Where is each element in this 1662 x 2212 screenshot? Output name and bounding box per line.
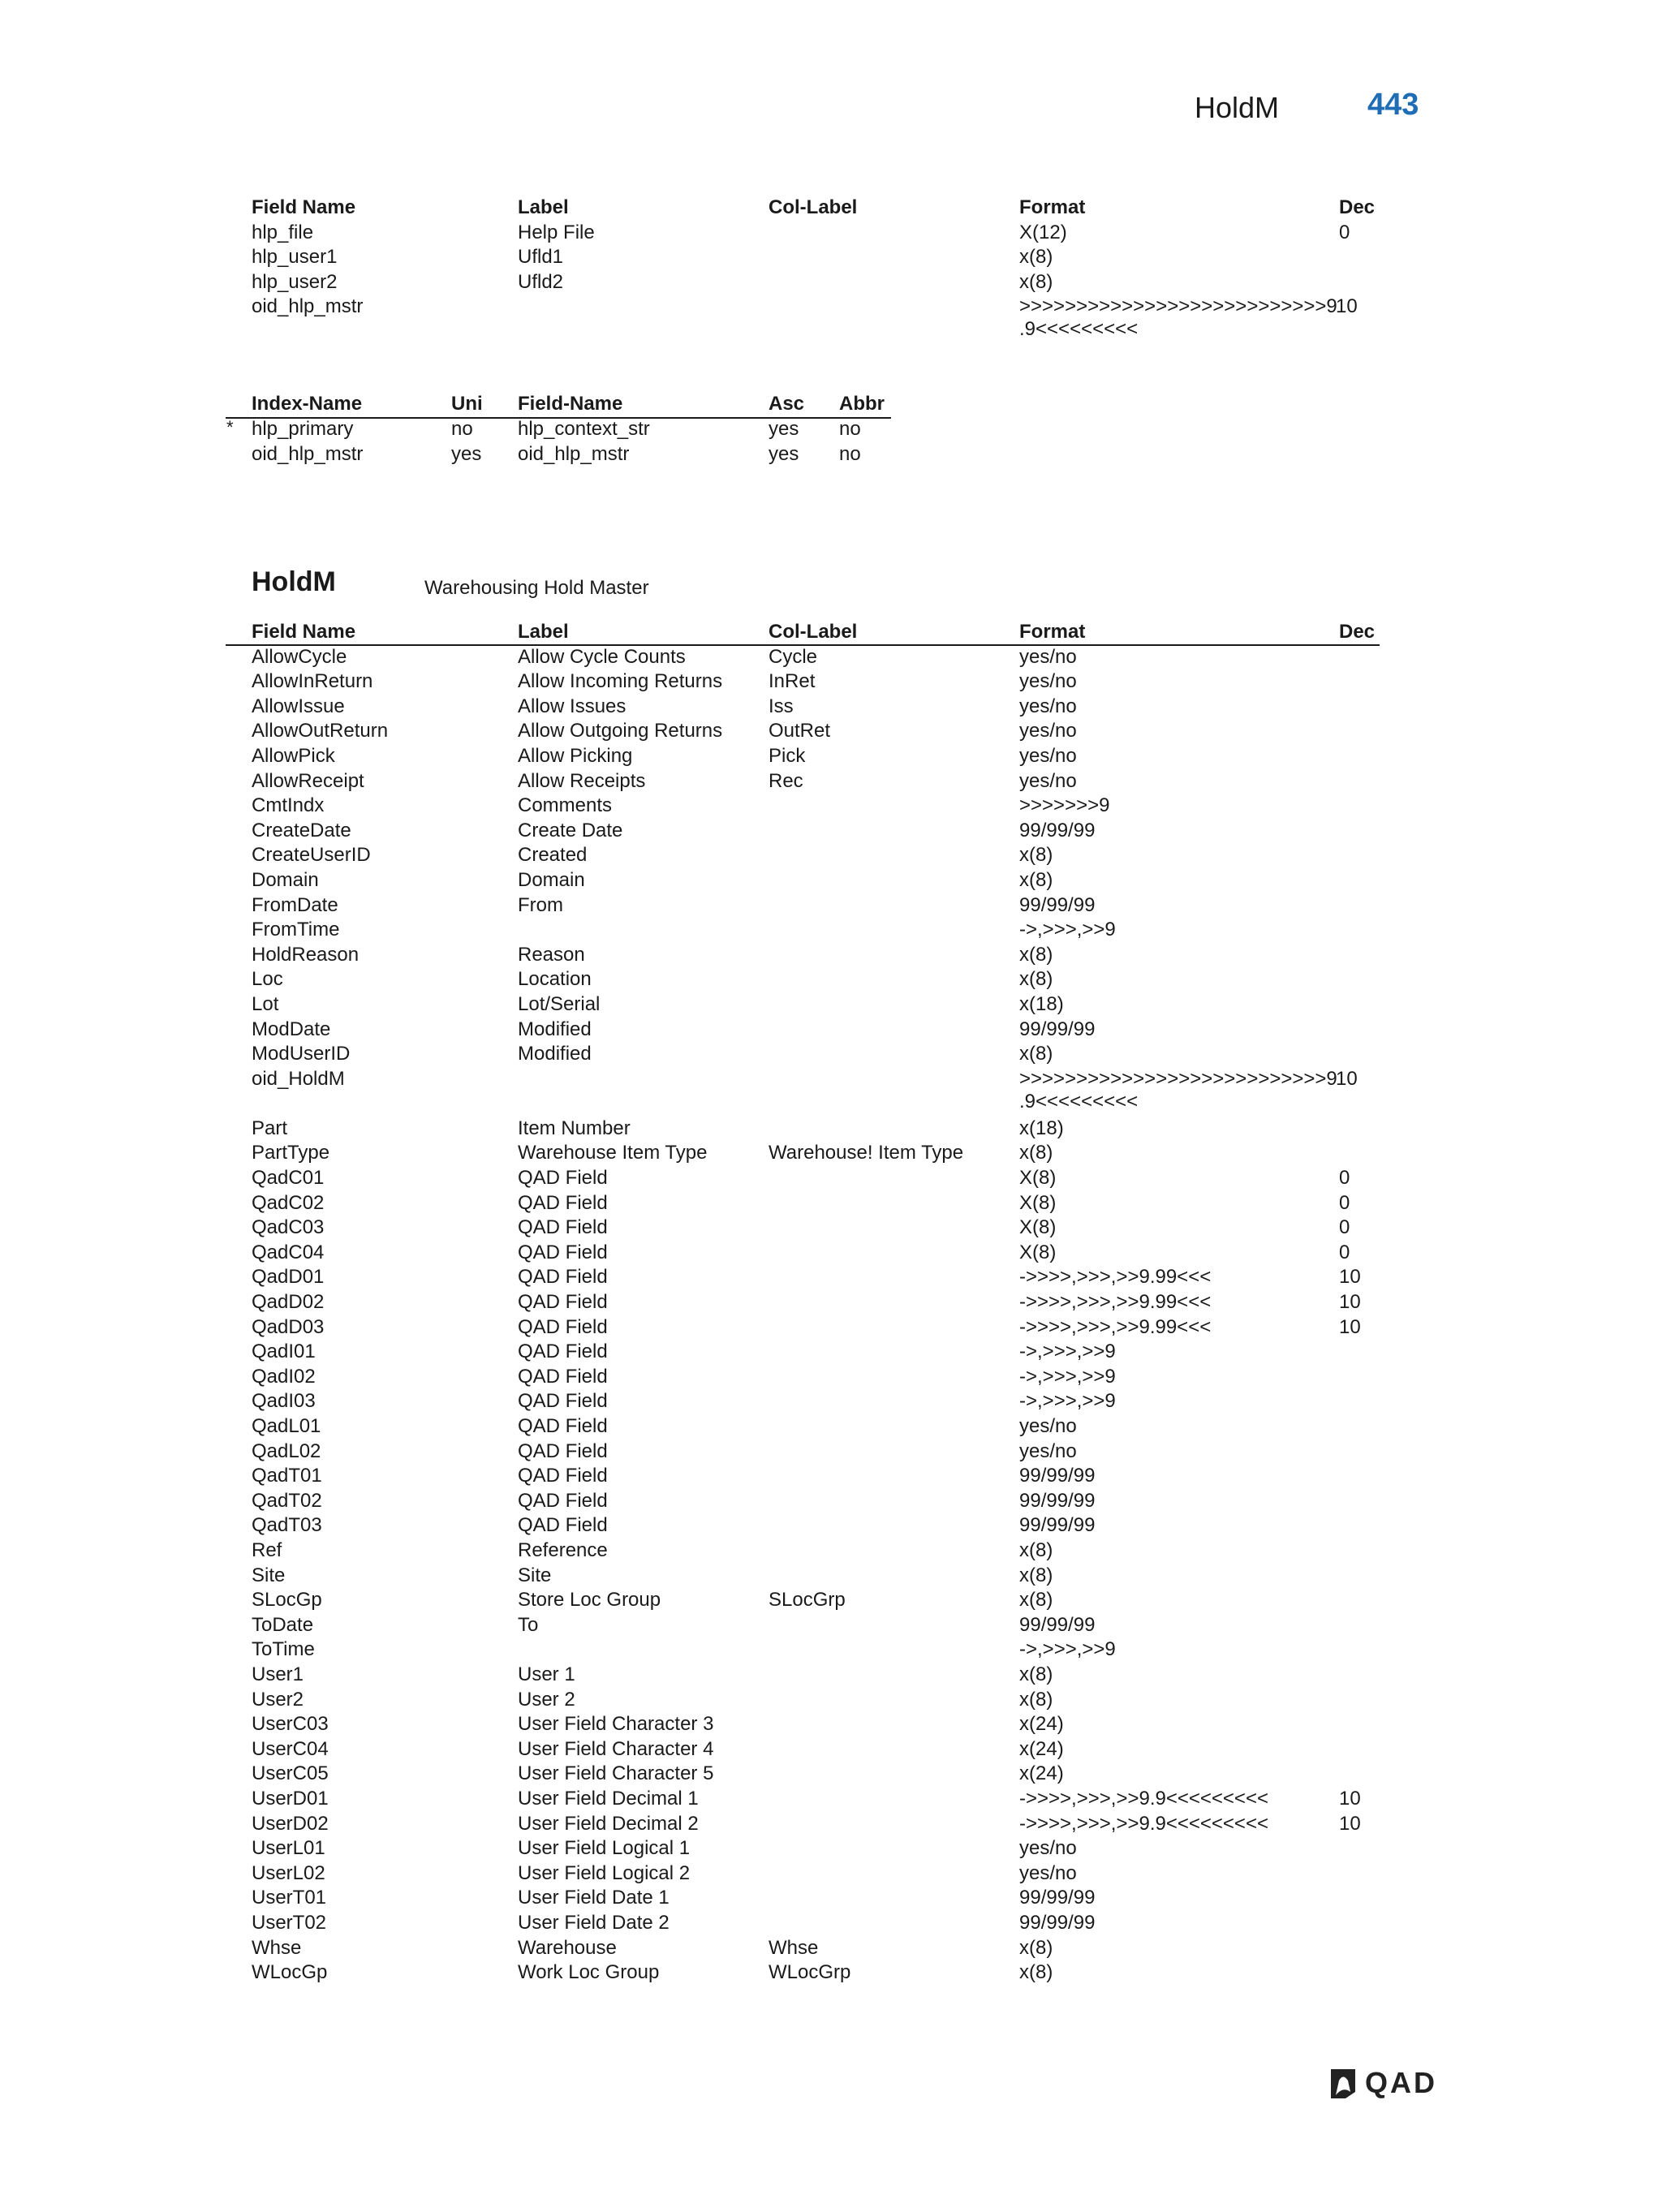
field-name-cell: Loc xyxy=(252,968,283,991)
field-name-cell: HoldReason xyxy=(252,943,360,966)
label-cell: Modified xyxy=(518,1018,592,1040)
label-cell: User Field Logical 1 xyxy=(518,1837,691,1860)
label-cell: Domain xyxy=(518,868,585,891)
field-name-cell: ModDate xyxy=(252,1018,331,1040)
field-name-cell: oid_hlp_mstr xyxy=(518,442,630,465)
field-name-cell: QadD01 xyxy=(252,1266,325,1289)
label-cell: QAD Field xyxy=(518,1241,608,1263)
col-label-cell: Pick xyxy=(769,744,806,767)
format-cell: ->,>>>,>>9 xyxy=(1019,1638,1116,1661)
format-cell: x(8) xyxy=(1019,246,1053,269)
format-cell: x(8) xyxy=(1019,1589,1053,1612)
format-cell: ->>>>,>>>,>>9.99<<< xyxy=(1019,1315,1212,1338)
asc-cell: yes xyxy=(769,442,799,465)
format-cell: yes/no xyxy=(1019,720,1077,742)
column-header-abbr: Abbr xyxy=(839,393,885,415)
section-title: HoldM xyxy=(252,566,336,597)
format-cell: 99/99/99 xyxy=(1019,893,1096,916)
format-cell: 99/99/99 xyxy=(1019,1514,1096,1537)
label-cell: QAD Field xyxy=(518,1390,608,1413)
label-cell: Ufld2 xyxy=(518,270,564,293)
field-name-cell: ModUserID xyxy=(252,1043,351,1065)
format-cell: x(8) xyxy=(1019,1936,1053,1959)
field-name-cell: CmtIndx xyxy=(252,794,325,817)
format-cell: x(24) xyxy=(1019,1762,1064,1785)
field-name-cell: CreateDate xyxy=(252,819,351,841)
col-label-cell: SLocGrp xyxy=(769,1589,846,1612)
label-cell: Help File xyxy=(518,221,595,243)
column-header-label: Label xyxy=(518,196,569,218)
field-name-cell: QadD02 xyxy=(252,1290,325,1313)
field-name-cell: AllowReceipt xyxy=(252,769,364,792)
dec-cell: 10 xyxy=(1339,1290,1361,1313)
asc-cell: yes xyxy=(769,418,799,440)
column-header-field-name: Field Name xyxy=(252,621,356,643)
column-header-asc: Asc xyxy=(769,393,805,415)
format-cell: ->>>>,>>>,>>9.9<<<<<<<<< xyxy=(1019,1787,1268,1810)
format-cell: x(8) xyxy=(1019,1539,1053,1561)
label-cell: Location xyxy=(518,968,592,991)
field-name-cell: User2 xyxy=(252,1688,304,1711)
col-label-cell: Cycle xyxy=(769,645,818,668)
field-name-cell: Whse xyxy=(252,1936,302,1959)
label-cell: QAD Field xyxy=(518,1315,608,1338)
abbr-cell: no xyxy=(839,442,861,465)
field-name-cell: QadL02 xyxy=(252,1440,321,1462)
field-name-cell: AllowCycle xyxy=(252,645,347,668)
abbr-cell: no xyxy=(839,418,861,440)
field-name-cell: UserT02 xyxy=(252,1911,327,1934)
format-cell: yes/no xyxy=(1019,1861,1077,1884)
col-label-cell: Whse xyxy=(769,1936,819,1959)
label-cell: QAD Field xyxy=(518,1266,608,1289)
field-name-cell: AllowInReturn xyxy=(252,670,373,693)
label-cell: QAD Field xyxy=(518,1290,608,1313)
format-cell: yes/no xyxy=(1019,744,1077,767)
label-cell: To xyxy=(518,1613,539,1636)
section-subtitle: Warehousing Hold Master xyxy=(424,577,649,599)
field-name-cell: hlp_file xyxy=(252,221,314,243)
format-cell: ->>>>,>>>,>>9.99<<< xyxy=(1019,1290,1212,1313)
uni-cell: yes xyxy=(451,442,482,465)
field-name-cell: QadC02 xyxy=(252,1191,325,1214)
label-cell: Allow Issues xyxy=(518,695,626,717)
field-name-cell: CreateUserID xyxy=(252,844,371,867)
format-cell: ->>>>,>>>,>>9.99<<< xyxy=(1019,1266,1212,1289)
index-name-cell: hlp_primary xyxy=(252,418,354,440)
label-cell: Comments xyxy=(518,794,613,817)
column-header-col-label: Col-Label xyxy=(769,196,858,218)
label-cell: QAD Field xyxy=(518,1341,608,1363)
format-cell: x(18) xyxy=(1019,992,1064,1015)
format-cell: 99/99/99 xyxy=(1019,1887,1096,1909)
format-cell: x(8) xyxy=(1019,868,1053,891)
format-cell: x(8) xyxy=(1019,1142,1053,1164)
label-cell: From xyxy=(518,893,563,916)
format-cell: X(8) xyxy=(1019,1191,1057,1214)
running-header-title: HoldM xyxy=(1194,91,1279,124)
label-cell: Allow Incoming Returns xyxy=(518,670,723,693)
column-header-uni: Uni xyxy=(451,393,483,415)
field-name-cell: QadI01 xyxy=(252,1341,316,1363)
format-cell: x(8) xyxy=(1019,968,1053,991)
format-cell: x(8) xyxy=(1019,1663,1053,1685)
label-cell: Reference xyxy=(518,1539,608,1561)
field-name-cell: QadC03 xyxy=(252,1216,325,1239)
field-name-cell: User1 xyxy=(252,1663,304,1685)
format-cell: x(24) xyxy=(1019,1737,1064,1760)
field-name-cell: PartType xyxy=(252,1142,330,1164)
field-name-cell: UserL02 xyxy=(252,1861,325,1884)
label-cell: Reason xyxy=(518,943,585,966)
column-header-field-name: Field-Name xyxy=(518,393,623,415)
dec-cell: 10 xyxy=(1339,1787,1361,1810)
col-label-cell: InRet xyxy=(769,670,816,693)
field-name-cell: AllowOutReturn xyxy=(252,720,389,742)
label-cell: QAD Field xyxy=(518,1365,608,1388)
format-cell: x(8) xyxy=(1019,943,1053,966)
format-cell: ->,>>>,>>9 xyxy=(1019,1390,1116,1413)
field-name-cell: SLocGp xyxy=(252,1589,322,1612)
field-name-cell: QadT02 xyxy=(252,1489,322,1512)
field-name-cell: FromDate xyxy=(252,893,338,916)
format-cell: 99/99/99 xyxy=(1019,1465,1096,1487)
label-cell: User Field Character 3 xyxy=(518,1713,714,1736)
label-cell: QAD Field xyxy=(518,1216,608,1239)
label-cell: QAD Field xyxy=(518,1514,608,1537)
uni-cell: no xyxy=(451,418,473,440)
format-cell: >>>>>>>9 xyxy=(1019,794,1110,817)
label-cell: User Field Decimal 1 xyxy=(518,1787,699,1810)
field-name-cell: oid_hlp_mstr xyxy=(252,295,364,318)
field-name-cell: ToTime xyxy=(252,1638,315,1661)
label-cell: QAD Field xyxy=(518,1166,608,1189)
col-label-cell: Iss xyxy=(769,695,794,717)
page-number: 443 xyxy=(1367,88,1419,122)
field-name-cell: Part xyxy=(252,1117,288,1139)
dec-cell: 10 xyxy=(1339,1315,1361,1338)
format-cell: yes/no xyxy=(1019,1837,1077,1860)
field-name-cell: UserD02 xyxy=(252,1812,329,1835)
label-cell: QAD Field xyxy=(518,1489,608,1512)
field-name-cell: AllowIssue xyxy=(252,695,345,717)
col-label-cell: Rec xyxy=(769,769,803,792)
format-cell: ->,>>>,>>9 xyxy=(1019,919,1116,941)
format-cell: X(12) xyxy=(1019,221,1067,243)
field-name-cell: Ref xyxy=(252,1539,282,1561)
dec-cell: 10 xyxy=(1339,1266,1361,1289)
format-continuation: .9<<<<<<<<< xyxy=(1019,318,1139,341)
col-label-cell: WLocGrp xyxy=(769,1961,851,1984)
format-cell: x(8) xyxy=(1019,1564,1053,1586)
format-cell: 99/99/99 xyxy=(1019,1613,1096,1636)
dec-cell: 0 xyxy=(1339,1166,1350,1189)
dec-cell: 10 xyxy=(1336,1067,1358,1090)
format-cell: x(8) xyxy=(1019,270,1053,293)
label-cell: QAD Field xyxy=(518,1440,608,1462)
field-name-cell: hlp_user1 xyxy=(252,246,338,269)
label-cell: Store Loc Group xyxy=(518,1589,661,1612)
field-name-cell: QadT03 xyxy=(252,1514,322,1537)
field-name-cell: UserL01 xyxy=(252,1837,325,1860)
field-name-cell: hlp_context_str xyxy=(518,418,650,440)
field-name-cell: UserD01 xyxy=(252,1787,329,1810)
format-cell: yes/no xyxy=(1019,1414,1077,1437)
format-cell: yes/no xyxy=(1019,769,1077,792)
field-name-cell: QadC04 xyxy=(252,1241,325,1263)
field-name-cell: QadL01 xyxy=(252,1414,321,1437)
column-header-col-label: Col-Label xyxy=(769,621,858,643)
field-name-cell: ToDate xyxy=(252,1613,314,1636)
field-name-cell: UserC05 xyxy=(252,1762,329,1785)
field-name-cell: Site xyxy=(252,1564,286,1586)
format-cell: ->>>>,>>>,>>9.9<<<<<<<<< xyxy=(1019,1812,1268,1835)
format-cell: X(8) xyxy=(1019,1241,1057,1263)
format-cell: yes/no xyxy=(1019,670,1077,693)
qad-logo xyxy=(1328,2068,1459,2100)
label-cell: Allow Cycle Counts xyxy=(518,645,686,668)
field-name-cell: UserC03 xyxy=(252,1713,329,1736)
format-cell: yes/no xyxy=(1019,695,1077,717)
label-cell: User Field Character 5 xyxy=(518,1762,714,1785)
label-cell: Allow Picking xyxy=(518,744,633,767)
label-cell: User Field Date 2 xyxy=(518,1911,670,1934)
format-cell: x(24) xyxy=(1019,1713,1064,1736)
label-cell: Created xyxy=(518,844,588,867)
label-cell: QAD Field xyxy=(518,1191,608,1214)
label-cell: Lot/Serial xyxy=(518,992,601,1015)
format-cell: >>>>>>>>>>>>>>>>>>>>>>>>>>>9 xyxy=(1019,295,1337,318)
label-cell: Warehouse Item Type xyxy=(518,1142,708,1164)
format-cell: X(8) xyxy=(1019,1216,1057,1239)
format-cell: ->,>>>,>>9 xyxy=(1019,1341,1116,1363)
column-header-index-name: Index-Name xyxy=(252,393,363,415)
dec-cell: 10 xyxy=(1339,1812,1361,1835)
label-cell: QAD Field xyxy=(518,1465,608,1487)
label-cell: Modified xyxy=(518,1043,592,1065)
field-name-cell: FromTime xyxy=(252,919,340,941)
field-name-cell: QadT01 xyxy=(252,1465,322,1487)
col-label-cell: Warehouse! Item Type xyxy=(769,1142,964,1164)
qad-logo-icon xyxy=(1328,2068,1358,2100)
label-cell: QAD Field xyxy=(518,1414,608,1437)
format-continuation: .9<<<<<<<<< xyxy=(1019,1090,1139,1112)
format-cell: yes/no xyxy=(1019,1440,1077,1462)
format-cell: yes/no xyxy=(1019,645,1077,668)
dec-cell: 0 xyxy=(1339,1191,1350,1214)
column-header-field-name: Field Name xyxy=(252,196,356,218)
column-header-format: Format xyxy=(1019,621,1086,643)
format-cell: x(8) xyxy=(1019,1961,1053,1984)
label-cell: Site xyxy=(518,1564,552,1586)
dec-cell: 0 xyxy=(1339,221,1350,243)
label-cell: Work Loc Group xyxy=(518,1961,660,1984)
column-header-dec: Dec xyxy=(1339,196,1376,218)
column-header-format: Format xyxy=(1019,196,1086,218)
field-name-cell: QadI02 xyxy=(252,1365,316,1388)
field-name-cell: hlp_user2 xyxy=(252,270,338,293)
qad-logo-text: QAD xyxy=(1365,2066,1437,2099)
format-cell: x(8) xyxy=(1019,1043,1053,1065)
format-cell: >>>>>>>>>>>>>>>>>>>>>>>>>>>9 xyxy=(1019,1067,1337,1090)
dec-cell: 10 xyxy=(1336,295,1358,318)
format-cell: ->,>>>,>>9 xyxy=(1019,1365,1116,1388)
field-name-cell: UserT01 xyxy=(252,1887,327,1909)
column-header-label: Label xyxy=(518,621,569,643)
label-cell: User Field Decimal 2 xyxy=(518,1812,699,1835)
field-name-cell: UserC04 xyxy=(252,1737,329,1760)
label-cell: Ufld1 xyxy=(518,246,564,269)
dec-cell: 0 xyxy=(1339,1241,1350,1263)
format-cell: X(8) xyxy=(1019,1166,1057,1189)
format-cell: 99/99/99 xyxy=(1019,819,1096,841)
label-cell: Warehouse xyxy=(518,1936,617,1959)
label-cell: Item Number xyxy=(518,1117,631,1139)
format-cell: x(8) xyxy=(1019,844,1053,867)
field-name-cell: QadD03 xyxy=(252,1315,325,1338)
format-cell: 99/99/99 xyxy=(1019,1018,1096,1040)
label-cell: User 1 xyxy=(518,1663,575,1685)
dec-cell: 0 xyxy=(1339,1216,1350,1239)
field-name-cell: QadC01 xyxy=(252,1166,325,1189)
label-cell: Create Date xyxy=(518,819,623,841)
format-cell: 99/99/99 xyxy=(1019,1489,1096,1512)
field-name-cell: AllowPick xyxy=(252,744,335,767)
field-name-cell: oid_HoldM xyxy=(252,1067,345,1090)
format-cell: x(8) xyxy=(1019,1688,1053,1711)
label-cell: User Field Logical 2 xyxy=(518,1861,691,1884)
label-cell: User Field Character 4 xyxy=(518,1737,714,1760)
column-header-dec: Dec xyxy=(1339,621,1376,643)
label-cell: User Field Date 1 xyxy=(518,1887,670,1909)
field-name-cell: QadI03 xyxy=(252,1390,316,1413)
label-cell: User 2 xyxy=(518,1688,575,1711)
primary-index-marker: * xyxy=(226,417,234,437)
field-name-cell: Lot xyxy=(252,992,279,1015)
label-cell: Allow Receipts xyxy=(518,769,646,792)
field-name-cell: Domain xyxy=(252,868,319,891)
format-cell: 99/99/99 xyxy=(1019,1911,1096,1934)
format-cell: x(18) xyxy=(1019,1117,1064,1139)
col-label-cell: OutRet xyxy=(769,720,831,742)
field-name-cell: WLocGp xyxy=(252,1961,328,1984)
index-name-cell: oid_hlp_mstr xyxy=(252,442,364,465)
label-cell: Allow Outgoing Returns xyxy=(518,720,723,742)
